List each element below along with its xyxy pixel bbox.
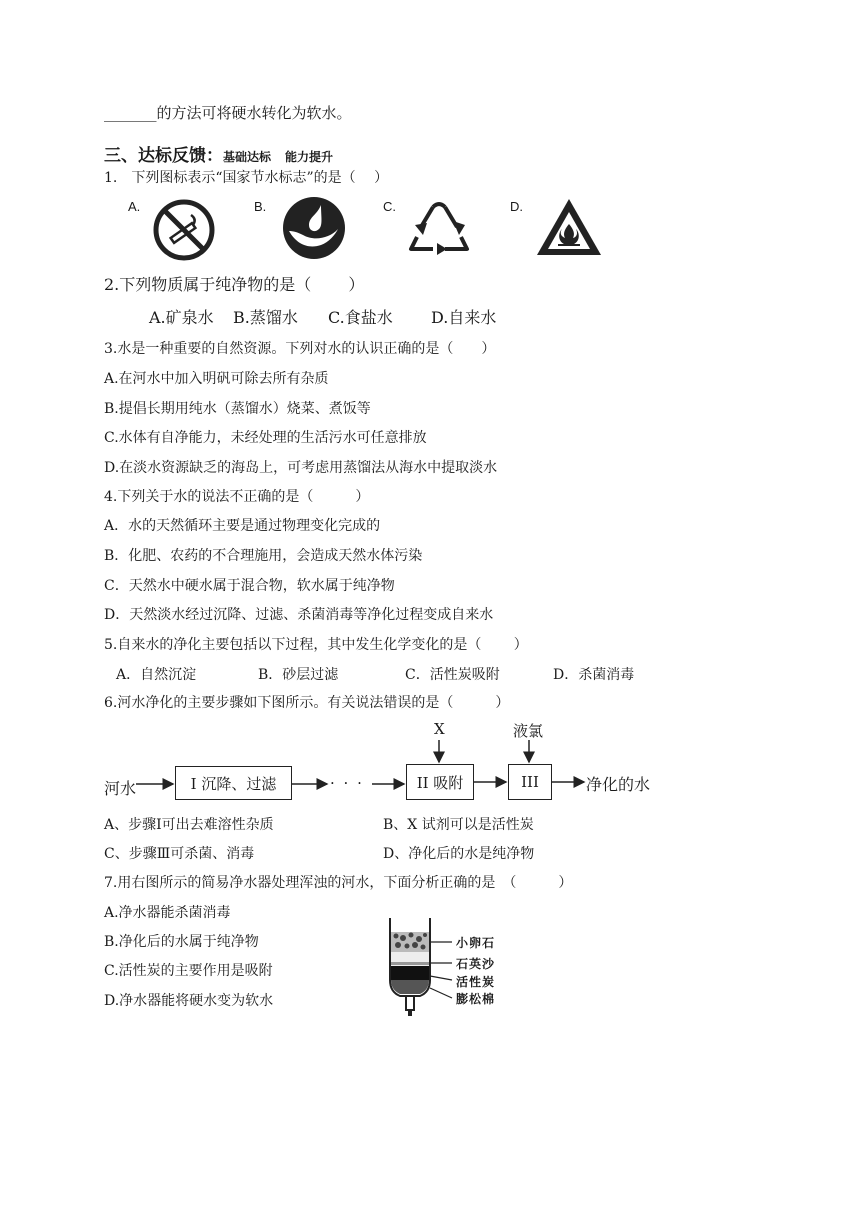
q3-option-a: A.在河水中加入明矾可除去所有杂质 (104, 371, 329, 387)
section-sub1: 基础达标 (223, 150, 272, 164)
filter-label-activated-carbon: 活性炭 (456, 975, 496, 989)
q5-option-a: A．自然沉淀 (116, 667, 197, 683)
reagent-chlorine-label: 液氯 (513, 722, 544, 740)
flow-dots: · · · (330, 774, 364, 792)
q6-option-d: D、净化后的水是纯净物 (383, 846, 535, 862)
filter-label-cotton: 膨松棉 (456, 992, 496, 1006)
section-title: 三、达标反馈： (104, 146, 223, 166)
q2-option-c: C.食盐水 (328, 308, 393, 327)
flow-step-2: II 吸附 (406, 764, 474, 800)
q2-option-d: D.自来水 (431, 308, 497, 327)
q5-stem: 5.自来水的净化主要包括以下过程，其中发生化学变化的是（ ） (104, 637, 528, 653)
q3-stem: 3.水是一种重要的自然资源。下列对水的认识正确的是（ ） (104, 341, 496, 357)
q2-stem: 2.下列物质属于纯净物的是（ ） (104, 275, 365, 294)
q5-option-c: C．活性炭吸附 (405, 667, 500, 683)
q3-option-c: C.水体有自净能力，未经处理的生活污水可任意排放 (104, 430, 427, 446)
reagent-x-label: X (434, 720, 445, 738)
q4-stem: 4.下列关于水的说法不正确的是（ ） (104, 489, 370, 505)
q4-option-c: C．天然水中硬水属于混合物，软水属于纯净物 (104, 578, 395, 594)
q5-option-d: D．杀菌消毒 (553, 667, 635, 683)
q6-option-c: C、步骤Ⅲ可杀菌、消毒 (104, 846, 255, 862)
q5-option-b: B．砂层过滤 (258, 667, 339, 683)
flow-step-3: III (508, 764, 552, 800)
q3-option-d: D.在淡水资源缺乏的海岛上，可考虑用蒸馏法从海水中提取淡水 (104, 460, 498, 476)
flow-step-1: I 沉降、过滤 (175, 766, 292, 800)
flow-start-label: 河水 (104, 779, 137, 798)
q1-stem: 1. 下列图标表示“国家节水标志”的是（ ） (104, 170, 389, 186)
q7-option-b: B.净化后的水属于纯净物 (104, 934, 259, 950)
flow-end-label: 净化的水 (586, 775, 651, 794)
q7-stem: 7.用右图所示的简易净水器处理浑浊的河水，下面分析正确的是 （ ） (104, 875, 573, 891)
q6-option-a: A、步骤Ⅰ可出去难溶性杂质 (104, 817, 274, 833)
q7-option-a: A.净水器能杀菌消毒 (104, 905, 231, 921)
filter-label-quartz-sand: 石英沙 (456, 957, 496, 971)
q6-option-b: B、X 试剂可以是活性炭 (383, 817, 534, 833)
q3-option-b: B.提倡长期用纯水（蒸馏水）烧菜、煮饭等 (104, 401, 371, 417)
section-sub2: 能力提升 (285, 150, 334, 164)
q4-option-b: B．化肥、农药的不合理施用，会造成天然水体污染 (104, 548, 423, 564)
q4-option-a: A．水的天然循环主要是通过物理变化完成的 (104, 518, 381, 534)
q7-option-c: C.活性炭的主要作用是吸附 (104, 963, 273, 979)
filter-label-pebbles: 小卵石 (456, 936, 496, 950)
q1-option-a: A. (128, 199, 141, 214)
q2-option-a: A.矿泉水 (149, 308, 214, 327)
q6-stem: 6.河水净化的主要步骤如下图所示。有关说法错误的是（ ） (104, 695, 510, 711)
q1-option-b: B. (254, 199, 267, 214)
q1-option-c: C. (383, 199, 396, 214)
q4-option-d: D．天然淡水经过沉降、过滤、杀菌消毒等净化过程变成自来水 (104, 607, 494, 623)
q1-option-d: D. (510, 199, 523, 214)
q2-option-b: B.蒸馏水 (233, 308, 298, 327)
q7-option-d: D.净水器能将硬水变为软水 (104, 993, 274, 1009)
intro-line: _______的方法可将硬水转化为软水。 (104, 104, 352, 122)
